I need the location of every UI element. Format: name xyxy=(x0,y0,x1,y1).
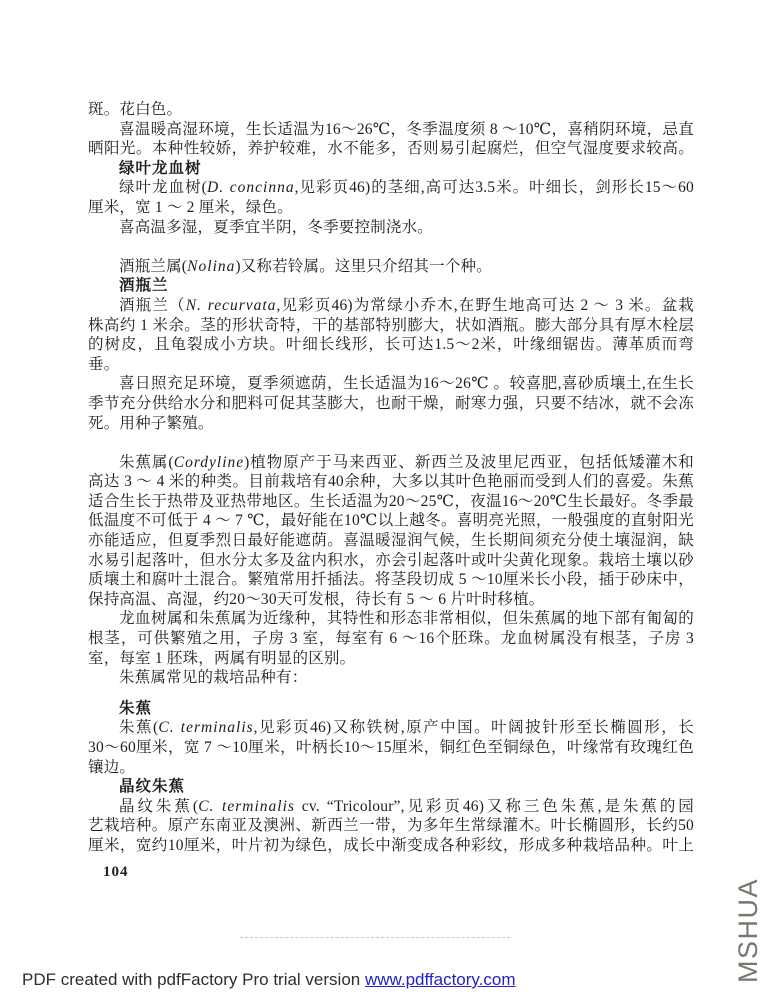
text-segment: 喜温暖高湿环境，生长适温为16～26℃，冬季温度须 8 ～10℃，喜稍阴环境，忌直 xyxy=(119,120,694,138)
text-line xyxy=(88,531,694,551)
text-segment: 质壤土和腐叶土混合。繁殖常用扦插法。将茎段切成 5 ～10厘米长小段，插于砂床中， xyxy=(88,571,694,589)
text-segment: 晶纹朱蕉( xyxy=(119,797,199,815)
text-line xyxy=(88,296,694,316)
text-segment: cv. “Tricolour”,见彩页46)又称三色朱蕉,是朱蕉的园 xyxy=(294,797,694,815)
text-segment: 厘米，宽 1 ～ 2 厘米，绿色。 xyxy=(88,198,293,216)
text-line xyxy=(88,472,694,492)
text-line xyxy=(88,649,694,669)
species-name-italic: Nolina xyxy=(187,257,236,275)
text-line xyxy=(88,335,694,355)
scan-artifact-line xyxy=(240,937,510,938)
text-segment: )又称若铃属。这里只介绍其一个种。 xyxy=(235,257,492,275)
line-spacer xyxy=(88,433,694,453)
text-block xyxy=(88,100,694,856)
text-line xyxy=(88,178,694,198)
footer-text: PDF created with pdfFactory Pro trial version xyxy=(22,970,365,989)
text-line xyxy=(88,816,694,836)
text-line xyxy=(88,797,694,817)
text-segment: 镶边。 xyxy=(88,758,136,776)
text-segment: 龙血树属和朱蕉属为近缘种，其特性和形态非常相似，但朱蕉属的地下部有匍匐的 xyxy=(119,610,694,628)
text-segment: ,见彩页46)为常绿小乔木,在野生地高可达 2 ～ 3 米。盆栽 xyxy=(276,296,694,314)
text-segment: ,见彩页46)又称铁树,原产中国。叶阔披针形至长椭圆形，长 xyxy=(253,719,694,737)
section-heading xyxy=(88,276,694,296)
text-line xyxy=(88,738,694,758)
species-name-italic: D. concinna xyxy=(207,179,295,197)
text-line xyxy=(88,257,694,277)
text-segment: 酒瓶兰 xyxy=(119,277,169,295)
text-segment: 斑。花白色。 xyxy=(88,101,183,118)
section-heading xyxy=(88,777,694,797)
text-segment: )植物原产于马来西亚、新西兰及波里尼西亚，包括低矮灌木和 xyxy=(244,453,694,471)
text-segment: 艺栽培种。原产东南亚及澳洲、新西兰一带，为多年生常绿灌木。叶长椭圆形，长约50 xyxy=(88,817,694,835)
text-line xyxy=(88,609,694,629)
text-line xyxy=(88,492,694,512)
page-number: 104 xyxy=(103,864,129,880)
text-line xyxy=(88,668,694,688)
text-segment: 的树皮，且龟裂成小方块。叶细长线形，长可达1.5～2米，叶缘细锯齿。薄革质而弯 xyxy=(88,336,694,354)
text-line xyxy=(88,511,694,531)
text-line xyxy=(88,570,694,590)
species-name-italic: C. terminalis xyxy=(158,719,254,737)
text-segment: ,见彩页46)的茎细,高可达3.5米。叶细长，剑形长15～60 xyxy=(294,179,694,197)
text-segment: 酒瓶兰属( xyxy=(119,257,188,275)
text-segment: 绿叶龙血树 xyxy=(119,159,202,177)
text-line xyxy=(88,551,694,571)
text-line xyxy=(88,590,694,610)
text-line xyxy=(88,120,694,140)
text-segment: 株高约 1 米余。茎的形状奇特，干的基部特别膨大，状如酒瓶。膨大部分具有厚木栓层 xyxy=(88,316,694,334)
watermark-container xyxy=(716,872,774,988)
text-segment: 朱蕉( xyxy=(119,719,159,737)
text-segment: 绿叶龙血树( xyxy=(119,179,208,197)
line-spacer xyxy=(88,688,694,699)
section-heading xyxy=(88,159,694,179)
text-segment: 垂。 xyxy=(88,355,120,373)
text-segment: 朱蕉属常见的栽培品种有： xyxy=(119,669,308,687)
text-line xyxy=(88,758,694,778)
pdffactory-footer xyxy=(22,970,516,990)
text-line xyxy=(88,316,694,336)
text-segment: 亦能适应，但夏季烈日最好能遮荫。喜温暖湿润气候，生长期间须充分使土壤湿润，缺 xyxy=(88,532,694,550)
species-name-italic: N. recurvata xyxy=(185,296,277,314)
text-line xyxy=(88,718,694,738)
text-line xyxy=(88,414,694,434)
text-line xyxy=(88,198,694,218)
text-segment: 喜日照充足环境，夏季须遮荫，生长适温为16～26℃ 。较喜肥,喜砂质壤土,在生长 xyxy=(119,375,694,393)
text-segment: 厘米，宽约10厘米，叶片初为绿色，成长中渐变成各种彩纹，形成多种栽培品种。叶上 xyxy=(88,836,694,854)
text-line xyxy=(88,836,694,856)
mshua-watermark: MSHUA xyxy=(732,877,763,983)
text-line xyxy=(88,355,694,375)
text-segment: 季节充分供给水分和肥料可促其茎膨大，也耐干燥，耐寒力强，只要不结冰，就不会冻 xyxy=(88,394,694,412)
species-name-italic: C. terminalis xyxy=(198,797,295,815)
text-segment: 高达 3 ～ 4 米的种类。目前栽培有40余种，大多以其叶色艳丽而受到人们的喜爱。朱蕉 xyxy=(88,473,694,491)
text-segment: 适合生长于热带及亚热带地区。生长适温为20～25℃，夜温16～20℃生长最好。冬季最 xyxy=(88,492,694,510)
text-segment: 根茎，可供繁殖之用，子房 3 室，每室有 6 ～16个胚珠。龙血树属没有根茎，子房 3 xyxy=(88,630,694,648)
text-line xyxy=(88,218,694,238)
text-segment: 晒阳光。本种性较娇，养护较难，水不能多，否则易引起腐烂，但空气湿度要求较高。 xyxy=(88,140,694,158)
text-segment: 水易引起落叶，但水分太多及盆内积水，亦会引起落叶或叶尖黄化现象。栽培土壤以砂 xyxy=(88,551,694,569)
pdffactory-link[interactable]: www.pdffactory.com xyxy=(364,970,516,989)
text-line xyxy=(88,100,694,120)
text-segment: 死。用种子繁殖。 xyxy=(88,414,214,432)
text-segment: 室，每室 1 胚珠，两属有明显的区别。 xyxy=(88,649,356,667)
line-spacer xyxy=(88,237,694,257)
text-segment: 30～60厘米，宽 7 ～10厘米，叶柄长10～15厘米，铜红色至铜绿色，叶缘常有玫瑰红色 xyxy=(88,739,694,756)
text-segment: 保持高温、高湿，约20～30天可发根，待长有 5 ～ 6 片叶时移植。 xyxy=(88,590,545,608)
text-line xyxy=(88,374,694,394)
text-line xyxy=(88,139,694,159)
text-segment: 低温度不可低于 4 ～ 7 ℃，最好能在10℃以上越冬。喜明亮光照，一般强度的直射阳光 xyxy=(88,512,694,530)
text-line xyxy=(88,453,694,473)
text-segment: 晶纹朱蕉 xyxy=(119,778,186,796)
text-segment: 朱蕉 xyxy=(119,699,153,717)
text-segment: 喜高温多湿，夏季宜半阴，冬季要控制浇水。 xyxy=(119,218,434,236)
text-segment: 朱蕉属( xyxy=(119,453,174,471)
species-name-italic: Cordyline xyxy=(173,453,245,471)
section-heading xyxy=(88,699,694,719)
text-line xyxy=(88,629,694,649)
text-segment: 酒瓶兰（ xyxy=(119,296,186,314)
text-line xyxy=(88,394,694,414)
